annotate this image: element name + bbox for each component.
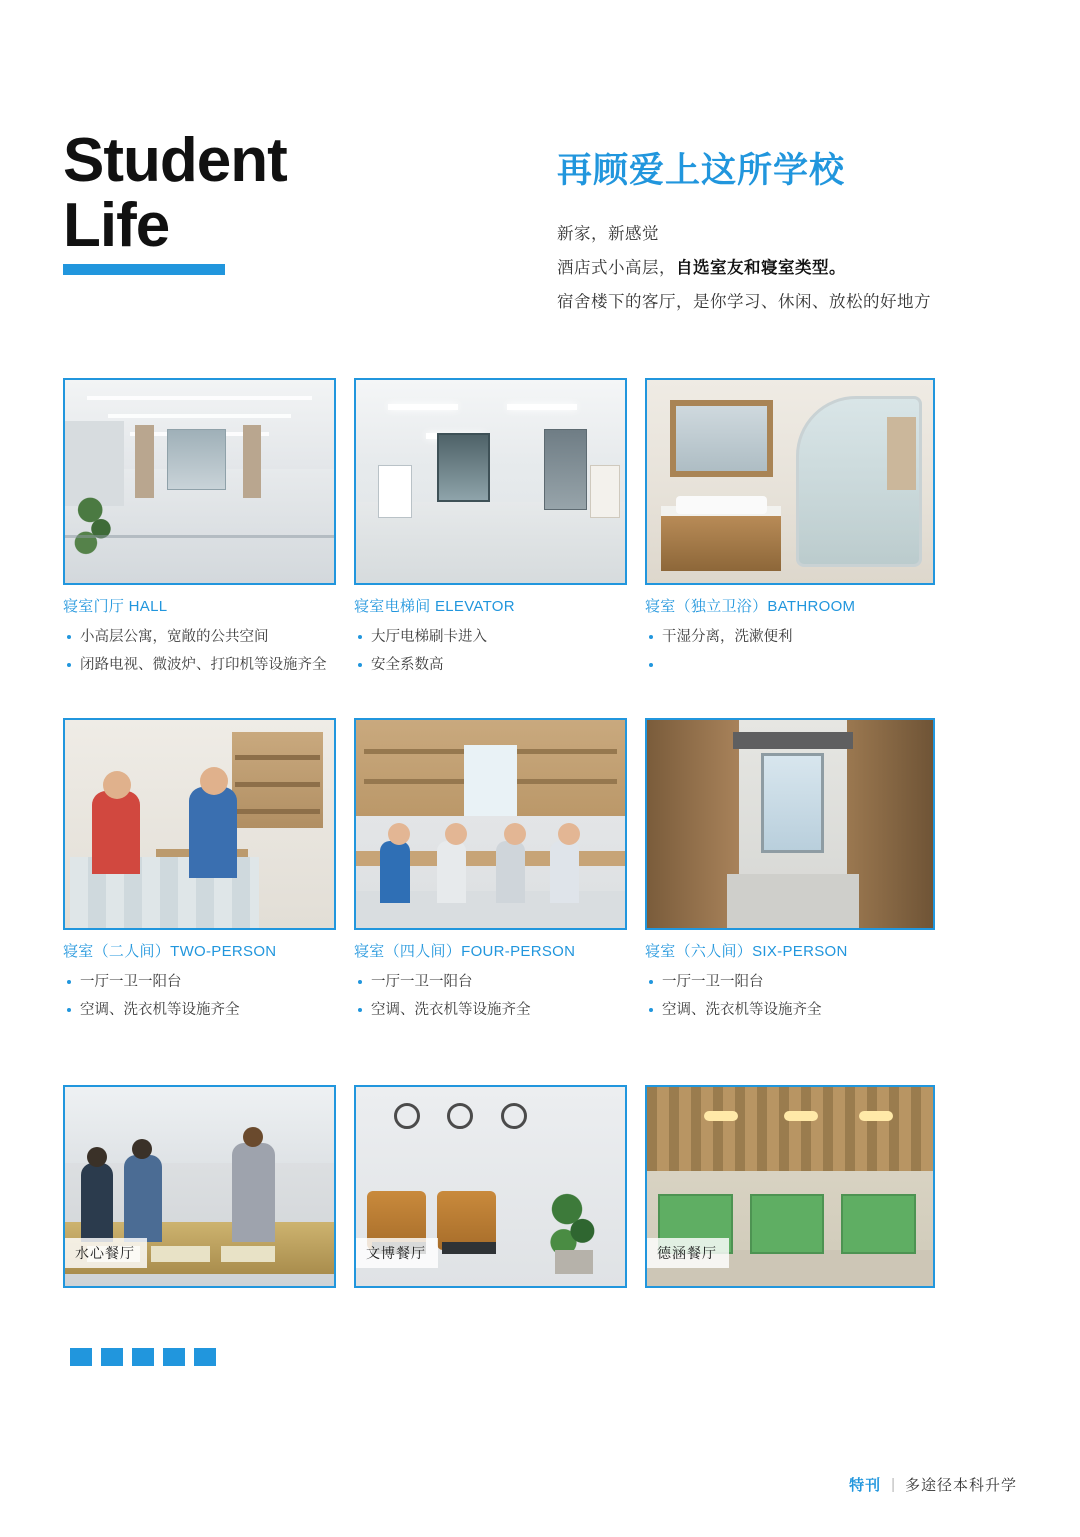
bookshelf [232,732,323,828]
caption-bullets [647,623,935,651]
bullet-item: 大厅电梯刷卡进入 [356,623,627,651]
person-figure [124,1155,162,1243]
magazine-rack [590,465,620,518]
column-right [243,425,262,498]
photo-cell-hall [63,378,336,696]
column-left [135,425,154,498]
title-line-1: Student [63,126,287,195]
window [464,745,518,816]
student-head [445,823,467,845]
photo-cell-bathroom [645,378,935,696]
footer-divider: | [891,1476,895,1493]
wardrobe-left [647,720,739,928]
caption-title: 寝室门厅 HALL [63,598,168,615]
page-title [63,128,483,275]
subtitle-line-3: 宿舍楼下的客厅，是你学习、休闲、放松的好地方 [557,292,931,311]
title-underline [63,264,225,275]
floor [727,874,859,928]
caption-title: 寝室（四人间）FOUR-PERSON [354,943,576,960]
caption-bullets [356,623,627,680]
photo-cell-four-person [354,718,627,1041]
student-figure [92,791,140,874]
photo-four-person [354,718,627,930]
subtitle-line-2 [557,252,1027,286]
bullet-item: 一厅一卫一阳台 [65,968,336,996]
bullet-item: 一厅一卫一阳台 [647,968,935,996]
bullet-item: 干湿分离，洗漱便利 [647,623,935,651]
caption-title: 寝室电梯间 ELEVATOR [354,598,515,615]
subtitle-line-2-b: 自选室友和寝室类型。 [676,258,846,277]
subtitle-paragraph [557,218,1027,319]
two-person-scene-art [65,720,334,928]
dot [70,1348,92,1366]
photo-elevator [354,378,627,585]
student-head [103,771,131,799]
photo-label: 水心餐厅 [65,1238,147,1268]
wash-basin [676,496,768,514]
caption-title: 寝室（二人间）TWO-PERSON [63,943,277,960]
notice-board [378,465,413,518]
person-head [243,1127,263,1147]
student-figure [550,841,580,903]
corridor-door [437,433,491,502]
dot [132,1348,154,1366]
page-footer [849,1474,1017,1495]
dot [163,1348,185,1366]
window [761,753,824,853]
caption-bullets [356,968,627,1025]
planter [555,1250,593,1274]
student-head [200,767,228,795]
bullet-item: 空调、洗衣机等设施齐全 [65,996,336,1024]
hall-scene-art [65,380,334,583]
caption-bullets [65,968,336,1025]
photo-canteen-wenbo [354,1085,627,1288]
photo-label: 文博餐厅 [356,1238,438,1268]
person-head [132,1139,152,1159]
caption-bullets [65,623,336,680]
person-figure [232,1143,275,1243]
student-head [558,823,580,845]
subtitle-headline: 再顾爱上这所学校 [557,151,846,190]
photo-row-3 [63,1085,1017,1288]
photo-cell-two-person [63,718,336,1041]
subtitle-line-1: 新家，新感觉 [557,225,659,243]
bullet-item: 空调、洗衣机等设施齐全 [356,996,627,1024]
dot [194,1348,216,1366]
photo-row-2 [63,718,1017,1041]
photo-canteen-dehan [645,1085,935,1288]
elevator-scene-art [356,380,625,583]
photo-cell-elevator [354,378,627,696]
student-figure [496,841,526,903]
photo-cell-six-person [645,718,935,1041]
wood-ceiling [647,1087,933,1171]
title-line-2: Life [63,191,170,261]
photo-cell-canteen-2 [354,1085,627,1288]
person-figure [81,1163,113,1243]
footer-tag: 特刊 [849,1477,882,1494]
subtitle-block [557,150,1027,319]
photo-bathroom [645,378,935,585]
photo-cell-canteen-1 [63,1085,336,1288]
photo-label: 德涵餐厅 [647,1238,729,1268]
student-head [388,823,410,845]
subtitle-line-2-a: 酒店式小高层， [557,258,676,277]
dot [101,1348,123,1366]
photo-cell-canteen-3 [645,1085,935,1288]
student-figure [380,841,410,903]
vanity-cabinet [661,506,781,571]
photo-six-person [645,718,935,930]
plant-icon [73,477,116,570]
photo-two-person [63,718,336,930]
student-figure [437,841,467,903]
photo-canteen-shuixin [63,1085,336,1288]
bullet-item: 小高层公寓，宽敞的公共空间 [65,623,336,651]
decorative-dots [70,1348,216,1366]
footer-text: 多途径本科升学 [904,1477,1017,1494]
mirror [670,400,773,477]
caption-bullets [647,968,935,1025]
bullet-item: 一厅一卫一阳台 [356,968,627,996]
elevator-door [544,429,587,510]
bunk-frame [733,732,853,749]
person-head [87,1147,107,1167]
towel [887,417,916,490]
entry-door [167,429,226,490]
bullet-item: 安全系数高 [356,651,627,679]
photo-hall [63,378,336,585]
page-header [0,0,1080,360]
bathroom-scene-art [647,380,933,583]
photo-row-1 [63,378,1017,696]
floor-stripe [65,535,334,538]
bullet-item: 闭路电视、微波炉、打印机等设施齐全 [65,651,336,679]
six-person-scene-art [647,720,933,928]
bullet-item: 空调、洗衣机等设施齐全 [647,996,935,1024]
four-person-scene-art [356,720,625,928]
caption-title: 寝室（六人间）SIX-PERSON [645,943,848,960]
caption-title: 寝室（独立卫浴）BATHROOM [645,598,856,615]
wardrobe-right [847,720,933,928]
student-figure [189,787,237,879]
student-head [504,823,526,845]
